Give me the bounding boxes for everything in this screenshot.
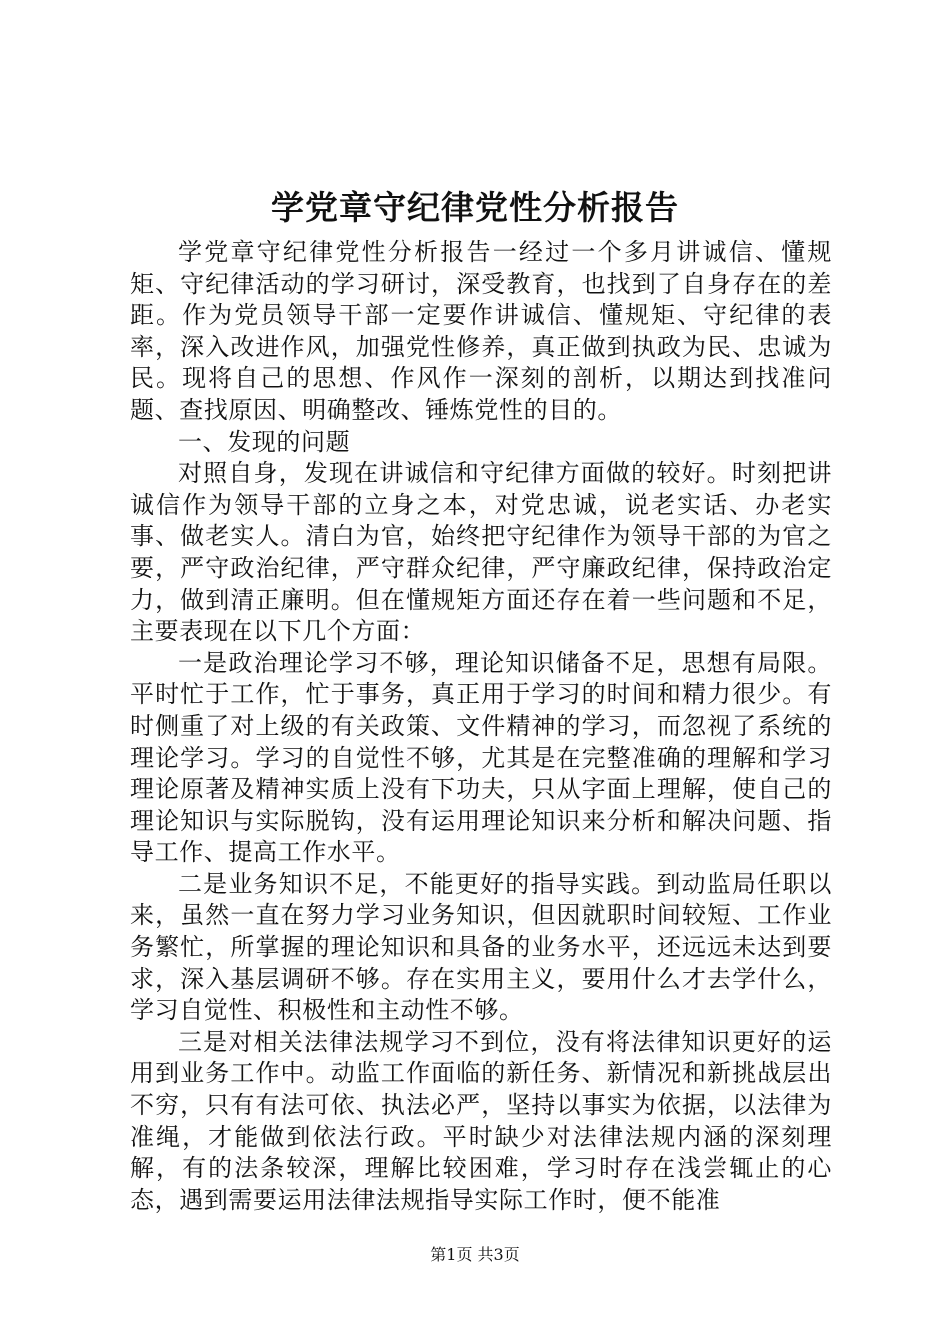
- paragraph-intro: 学党章守纪律党性分析报告一经过一个多月讲诚信、懂规矩、守纪律活动的学习研讨，深受教育，也找到了自身存在的差距。作为党员领导干部一定要作讲诚信、懂规矩、守纪律的表率，深入改进作风，加强党性修养，真正做到执政为民、忠诚为民。现将自己的思想、作风作一深刻的剖析，以期达到找准问题、查找原因、明确整改、锤炼党性的目的。: [130, 238, 832, 424]
- section-heading: 一、发现的问题: [178, 427, 351, 456]
- paragraph-issue-2: 二是业务知识不足，不能更好的指导实践。到动监局任职以来，虽然一直在努力学习业务知识，但因就职时间较短、工作业务繁忙，所掌握的理论知识和具备的业务水平，还远远未达到要求，深入基层调研不够。存在实用主义，要用什么才去学什么，学习自觉性、积极性和主动性不够。: [130, 869, 832, 1025]
- page-footer: 第1页 共3页: [430, 1245, 520, 1264]
- paragraph-issue-1: 一是政治理论学习不够，理论知识储备不足，思想有局限。平时忙于工作，忙于事务，真正用于学习的时间和精力很少。有时侧重了对上级的有关政策、文件精神的学习，而忽视了系统的理论学习。学习的自觉性不够，尤其是在完整准确的理解和学习理论原著及精神实质上没有下功夫，只从字面上理解，使自己的理论知识与实际脱钩，没有运用理论知识来分析和解决问题、指导工作、提高工作水平。: [130, 648, 832, 867]
- paragraph-self-review: 对照自身，发现在讲诚信和守纪律方面做的较好。时刻把讲诚信作为领导干部的立身之本，对党忠诚，说老实话、办老实事、做老实人。清白为官，始终把守纪律作为领导干部的为官之要，严守政治纪律，严守群众纪律，严守廉政纪律，保持政治定力，做到清正廉明。但在懂规矩方面还存在着一些问题和不足，主要表现在以下几个方面：: [130, 459, 832, 646]
- document-body: [130, 237, 832, 1216]
- paragraph-issue-3: 三是对相关法律法规学习不到位，没有将法律知识更好的运用到业务工作中。动监工作面临的新任务、新情况和新挑战层出不穷，只有有法可依、执法必严，坚持以事实为依据，以法律为准绳，才能做到依法行政。平时缺少对法律法规内涵的深刻理解，有的法条较深，理解比较困难，学习时存在浅尝辄止的心态，遇到需要运用法律法规指导实际工作时，便不能准: [130, 1027, 832, 1214]
- document-title: 学党章守纪律党性分析报告: [271, 188, 679, 227]
